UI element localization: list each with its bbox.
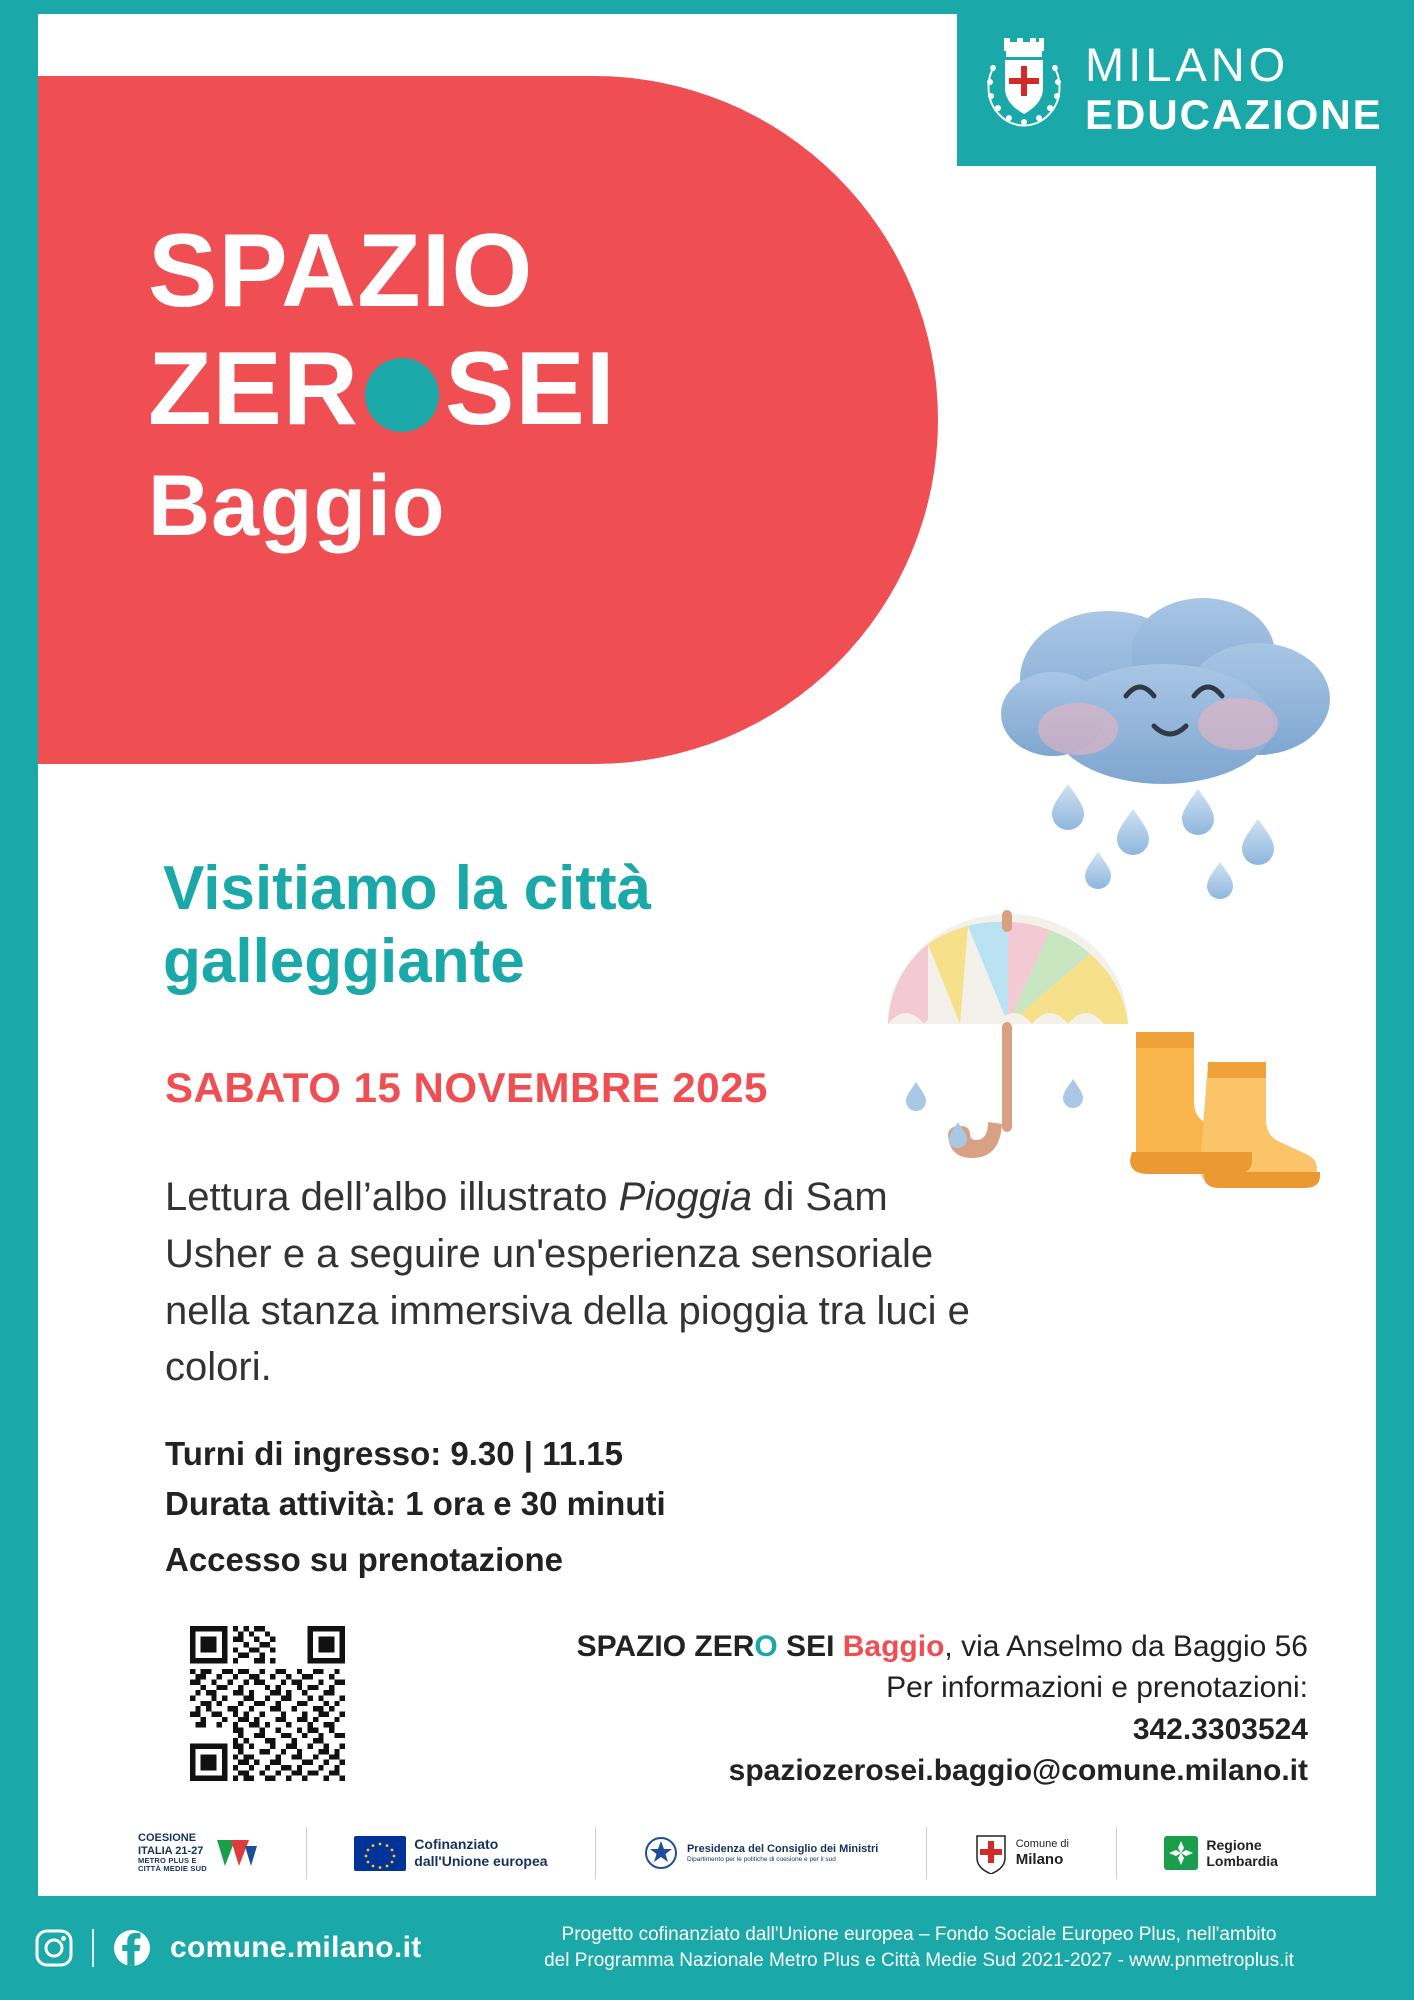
coesione-italia-logo xyxy=(138,1832,259,1873)
footer-divider xyxy=(92,1929,94,1967)
entry-shifts: Turni di ingresso: 9.30 | 11.15 xyxy=(165,1435,623,1472)
footer-note-line2: del Programma Nazionale Metro Plus e Città Medie Sud 2021-2027 - www.pnmetroplus.it xyxy=(544,1950,1294,1971)
eu-flag-icon xyxy=(354,1836,406,1871)
description-part1: Lettura dell’albo illustrato xyxy=(165,1175,619,1219)
subtitle-line1: Visitiamo la città xyxy=(163,854,652,923)
comune-crest-icon xyxy=(974,1832,1008,1874)
eu-line1: Cofinanziato xyxy=(414,1836,499,1853)
coesione-line2: ITALIA 21-27 xyxy=(138,1844,204,1857)
regione-line2: Lombardia xyxy=(1206,1853,1278,1869)
venue-name-prefix: SPAZIO ZER xyxy=(576,1630,755,1663)
description-part2: di Sam Usher e a seguire un'esperienza sensoriale nella stanza immersiva della pioggia tra luci e colori. xyxy=(165,1175,970,1390)
header-bar xyxy=(957,14,1383,166)
hero-title xyxy=(148,213,616,554)
brand-line-milano: MILANO xyxy=(1085,37,1290,91)
coesione-line1: COESIONE xyxy=(138,1832,197,1845)
eu-cofinanced-logo xyxy=(354,1836,547,1871)
event-description xyxy=(165,1169,985,1396)
qr-code-icon[interactable] xyxy=(190,1626,345,1781)
event-info xyxy=(165,1429,666,1528)
presidenza-line2: Dipartimento per le politiche di coesione e per il sud xyxy=(686,1855,836,1863)
subtitle-line2: galleggiante xyxy=(163,927,525,997)
footer-social xyxy=(34,1928,464,1968)
rain-cloud-illustration xyxy=(958,584,1378,914)
comune-di-milano-logo xyxy=(974,1832,1069,1874)
eu-line2: dall'Unione europea xyxy=(414,1853,548,1869)
footer-website[interactable]: comune.milano.it xyxy=(170,1931,422,1964)
lombardia-rose-icon xyxy=(1164,1836,1198,1870)
contact-block xyxy=(508,1626,1308,1792)
poster-sheet xyxy=(38,14,1383,1986)
activity-subtitle xyxy=(163,852,651,998)
footer-bar xyxy=(0,1896,1414,2000)
milan-city-crest-icon xyxy=(981,38,1067,142)
teal-dot-icon xyxy=(365,358,439,432)
event-date: SABATO 15 NOVEMBRE 2025 xyxy=(165,1064,768,1111)
brand-line-educazione: EDUCAZIONE xyxy=(1085,90,1383,138)
hero-title-line2 xyxy=(148,331,616,447)
venue-name-o: O xyxy=(754,1630,778,1663)
footer-note-line1: Progetto cofinanziato dall'Unione europea – Fondo Sociale Europeo Plus, nell'ambito xyxy=(561,1924,1277,1946)
footer-funding-note xyxy=(464,1922,1414,1973)
presidenza-line1: Presidenza del Consiglio dei Ministri xyxy=(686,1842,879,1855)
venue-address: , via Anselmo da Baggio 56 xyxy=(944,1630,1308,1663)
venue-line xyxy=(508,1626,1308,1667)
email-address[interactable]: spaziozerosei.baggio@comune.milano.it xyxy=(728,1754,1308,1788)
logo-divider xyxy=(306,1827,307,1879)
venue-name-sei: SEI xyxy=(777,1630,843,1663)
coesione-mark-icon xyxy=(215,1836,259,1870)
hero-title-line3: Baggio xyxy=(148,458,446,554)
comune-line1: Comune di xyxy=(1015,1838,1069,1851)
hero-title-sei: SEI xyxy=(445,331,616,447)
info-line: Per informazioni e prenotazioni: xyxy=(886,1671,1308,1705)
logo-divider xyxy=(595,1827,596,1879)
rain-boots-illustration xyxy=(1108,1004,1328,1204)
description-book-title: Pioggia xyxy=(618,1175,753,1219)
presidenza-consiglio-ministri-logo xyxy=(643,1833,878,1873)
instagram-icon[interactable] xyxy=(34,1928,74,1968)
hero-title-line1: SPAZIO xyxy=(148,213,534,329)
phone-number[interactable]: 342.3303524 xyxy=(1132,1712,1308,1746)
regione-lombardia-logo xyxy=(1164,1836,1278,1870)
coesione-line3: METRO PLUS E xyxy=(138,1855,197,1865)
hero-title-zero: ZER xyxy=(148,331,359,447)
regione-line1: Regione xyxy=(1206,1836,1262,1853)
logo-divider xyxy=(926,1827,927,1879)
venue-name-baggio: Baggio xyxy=(842,1630,945,1663)
comune-line2: Milano xyxy=(1015,1850,1064,1868)
coesione-line4: CITTÀ MEDIE SUD xyxy=(138,1864,207,1874)
republic-emblem-icon xyxy=(643,1833,679,1873)
facebook-icon[interactable] xyxy=(112,1928,152,1968)
logo-divider xyxy=(1116,1827,1117,1879)
brand-lockup xyxy=(1085,37,1383,140)
activity-duration: Durata attività: 1 ora e 30 minuti xyxy=(165,1484,666,1522)
booking-note: Accesso su prenotazione xyxy=(165,1541,563,1578)
partner-logo-strip xyxy=(138,1814,1278,1892)
